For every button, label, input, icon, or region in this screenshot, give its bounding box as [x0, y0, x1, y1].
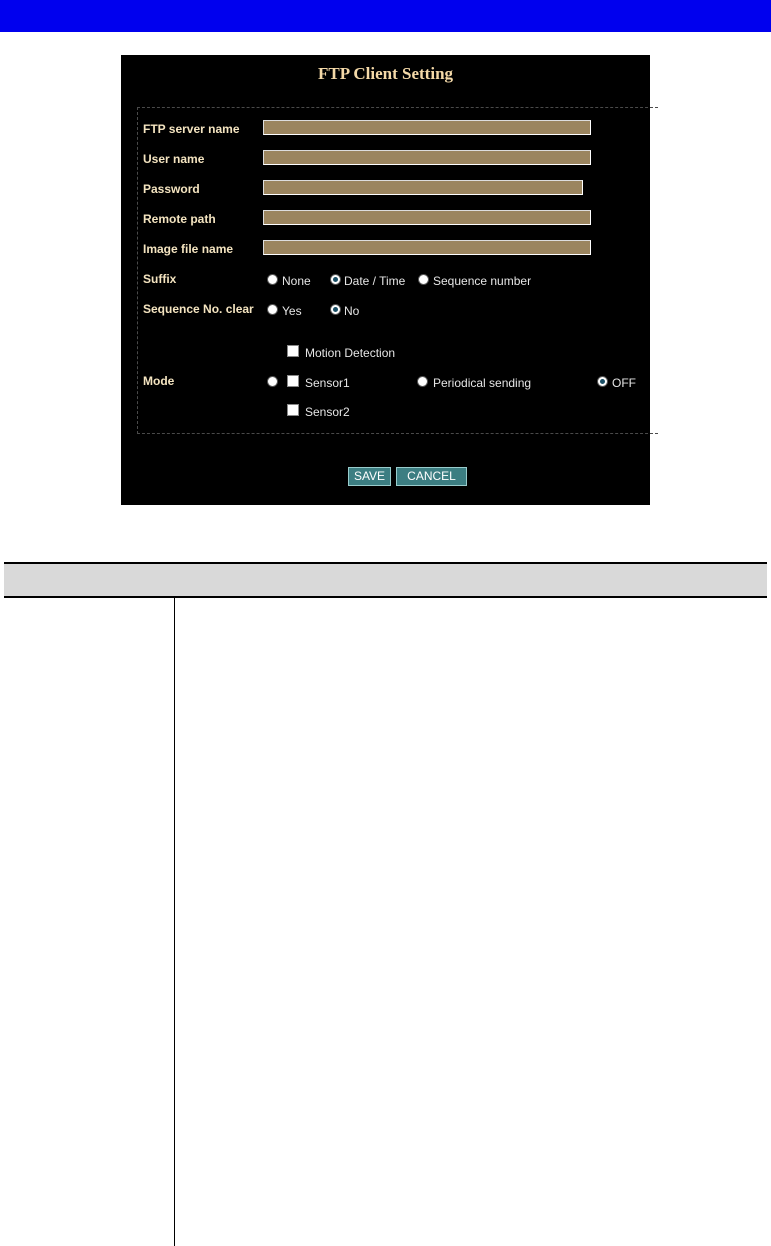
- panel-title: FTP Client Setting: [317, 64, 454, 83]
- periodical-sending-label: Periodical sending: [433, 376, 532, 390]
- column-divider: [174, 598, 175, 1246]
- sequence-clear-no-label: No: [344, 304, 360, 318]
- ftp-server-name-label: FTP server name: [143, 122, 240, 136]
- user-name-input[interactable]: [263, 150, 591, 165]
- sensor2-label: Sensor2: [305, 405, 350, 419]
- description-table: [4, 562, 767, 1246]
- sensor1-checkbox[interactable]: [287, 375, 299, 387]
- motion-detection-label: Motion Detection: [305, 346, 396, 360]
- password-label: Password: [143, 182, 200, 196]
- sequence-clear-yes-label: Yes: [282, 304, 302, 318]
- suffix-sequence-number-radio[interactable]: [418, 274, 429, 285]
- periodical-sending-radio[interactable]: [417, 376, 428, 387]
- suffix-date-time-label: Date / Time: [344, 274, 406, 288]
- image-file-name-label: Image file name: [143, 242, 234, 256]
- ftp-client-setting-panel: [121, 55, 650, 505]
- top-banner: [0, 0, 771, 32]
- sensor1-label: Sensor1: [305, 376, 350, 390]
- user-name-label: User name: [143, 152, 205, 166]
- table-header: [4, 562, 767, 598]
- suffix-sequence-number-label: Sequence number: [433, 274, 532, 288]
- sequence-clear-label: Sequence No. clear: [143, 302, 254, 316]
- save-button[interactable]: SAVE: [348, 467, 391, 486]
- ftp-server-name-input[interactable]: [263, 120, 591, 135]
- remote-path-input[interactable]: [263, 210, 591, 225]
- sequence-clear-no-radio[interactable]: [330, 304, 341, 315]
- mode-off-label: OFF: [612, 376, 636, 390]
- mode-off-radio[interactable]: [597, 376, 608, 387]
- cancel-button[interactable]: CANCEL: [396, 467, 467, 486]
- suffix-none-label: None: [282, 274, 311, 288]
- remote-path-label: Remote path: [143, 212, 216, 226]
- suffix-date-time-radio[interactable]: [330, 274, 341, 285]
- password-input[interactable]: [263, 180, 583, 195]
- suffix-none-radio[interactable]: [267, 274, 278, 285]
- mode-label: Mode: [143, 374, 175, 388]
- suffix-label: Suffix: [143, 272, 177, 286]
- motion-detection-checkbox[interactable]: [287, 345, 299, 357]
- image-file-name-input[interactable]: [263, 240, 591, 255]
- sensor2-checkbox[interactable]: [287, 404, 299, 416]
- sequence-clear-yes-radio[interactable]: [267, 304, 278, 315]
- mode-event-radio[interactable]: [267, 376, 278, 387]
